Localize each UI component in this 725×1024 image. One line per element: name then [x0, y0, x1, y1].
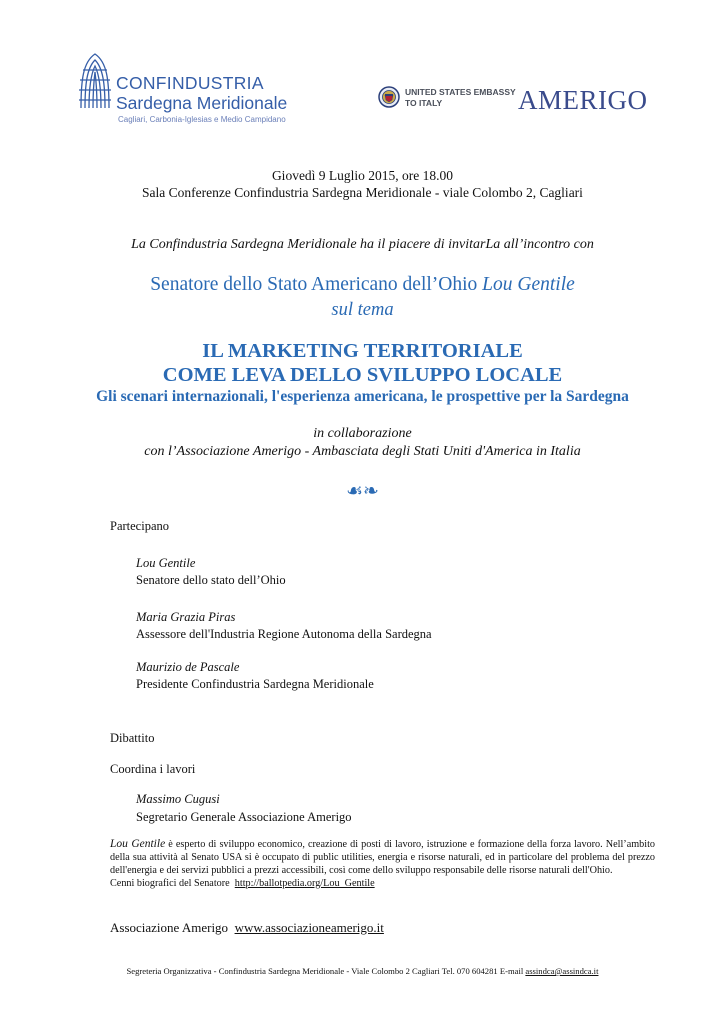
- embassy-seal-icon: [378, 86, 400, 108]
- collab-line1: in collaborazione: [313, 426, 412, 441]
- coordinator-role: Segretario Generale Associazione Amerigo: [136, 810, 352, 824]
- association-label: Associazione Amerigo: [110, 920, 229, 935]
- confindustria-emblem-icon: [75, 50, 115, 110]
- ornament-icon: ☙❧: [346, 481, 379, 502]
- speaker-title: Senatore dello Stato Americano dell’Ohio: [150, 274, 478, 295]
- speaker-line: [0, 274, 725, 296]
- topic-intro: sul tema: [331, 300, 394, 320]
- bio-link[interactable]: http://ballotpedia.org/Lou_Gentile: [234, 877, 375, 889]
- association-line: [110, 920, 384, 936]
- amerigo-logo: AMERIGO: [518, 85, 648, 115]
- participant-name: Maurizio de Pascale: [136, 660, 240, 674]
- association-link[interactable]: www.associazioneamerigo.it: [234, 920, 384, 935]
- event-date: Giovedì 9 Luglio 2015, ore 18.00: [271, 168, 454, 183]
- bio-link-label: Cenni biografici del Senatore: [110, 877, 230, 889]
- coordinator-name: Massimo Cugusi: [136, 792, 220, 806]
- embassy-name-line2: TO ITALY: [405, 98, 443, 108]
- participants-label: Partecipano: [110, 519, 170, 533]
- confindustria-name: CONFINDUSTRIA: [116, 73, 264, 93]
- confindustria-region: Cagliari, Carbonia-Iglesias e Medio Campidano: [118, 115, 286, 124]
- footer-text: Segreteria Organizzativa - Confindustria Sardegna Meridionale - Viale Colombo 2 Cagliari Tel. 070 604281 E-mail: [126, 966, 524, 976]
- invitation-text: La Confindustria Sardegna Meridionale ha il piacere di invitarLa all’incontro con: [131, 237, 594, 252]
- footer: [0, 966, 725, 976]
- participant-role: Assessore dell'Industria Regione Autonoma della Sardegna: [136, 627, 432, 641]
- confindustria-logo: [75, 50, 305, 125]
- participant-role: Presidente Confindustria Sardegna Meridionale: [136, 677, 374, 691]
- speaker-name: Lou Gentile: [482, 274, 575, 295]
- event-title-line1: IL MARKETING TERRITORIALE: [202, 340, 523, 362]
- participant-name: Maria Grazia Piras: [136, 610, 236, 624]
- bio-name: Lou Gentile: [110, 838, 166, 850]
- senator-bio: [110, 838, 655, 891]
- embassy-name-line1: UNITED STATES EMBASSY: [405, 87, 516, 97]
- participant-name: Lou Gentile: [136, 556, 196, 570]
- event-subtitle: Gli scenari internazionali, l'esperienza americana, le prospettive per la Sardegna: [96, 388, 629, 405]
- confindustria-subtitle: Sardegna Meridionale: [116, 93, 288, 113]
- footer-email-link[interactable]: assindca@assindca.it: [525, 966, 599, 976]
- partner-logos: [378, 80, 648, 120]
- participant-role: Senatore dello stato dell’Ohio: [136, 573, 286, 587]
- event-venue: Sala Conferenze Confindustria Sardegna Meridionale - viale Colombo 2, Cagliari: [142, 185, 583, 200]
- bio-text: è esperto di sviluppo economico, creazione di posti di lavoro, istruzione e formazione della forza lavoro. Nell’ambito della sua attività al Senato USA si è occupato di public utilities, energia e risorse naturali, ed in particolare del problema del prezzo dell'energia e dei servizi pubblici a prezzi accessibili, così come dello sviluppo responsabile delle risorse naturali dell'Ohio.: [110, 839, 655, 876]
- coordinator-label: Coordina i lavori: [110, 762, 196, 776]
- debate-label: Dibattito: [110, 731, 155, 745]
- collab-line2: con l’Associazione Amerigo - Ambasciata degli Stati Uniti d'America in Italia: [144, 444, 581, 459]
- event-title-line2: COME LEVA DELLO SVILUPPO LOCALE: [162, 364, 563, 386]
